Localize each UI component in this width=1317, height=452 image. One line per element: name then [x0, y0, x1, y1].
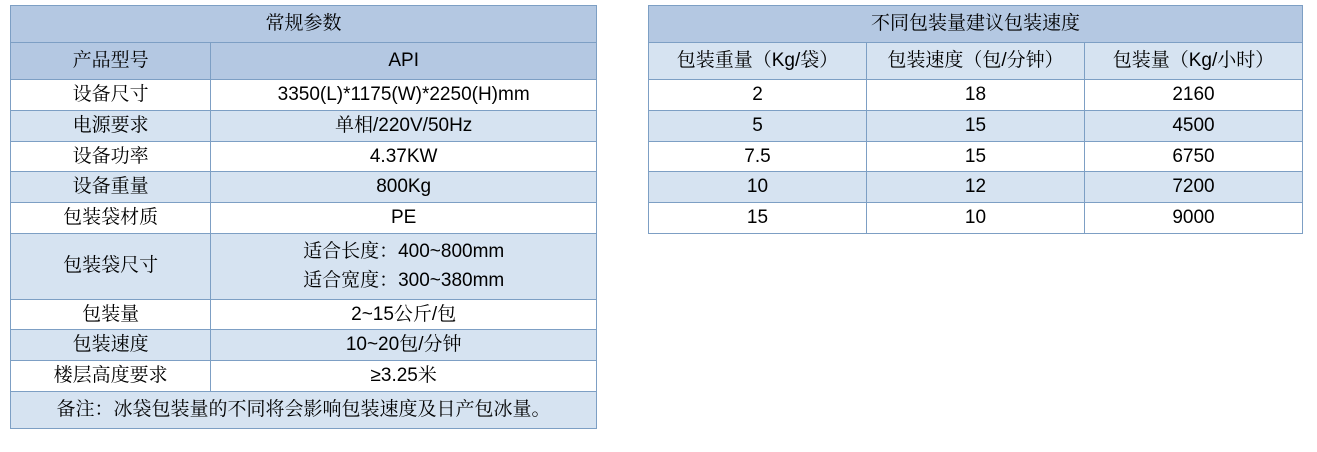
cell-speed: 18: [867, 80, 1085, 111]
param-label: 包装袋尺寸: [11, 233, 211, 299]
table-row: [11, 110, 597, 141]
cell-capacity: 2160: [1085, 80, 1303, 111]
cell-weight: 15: [649, 203, 867, 234]
cell-capacity: 7200: [1085, 172, 1303, 203]
table-row: [11, 233, 597, 299]
general-parameters-table: [10, 5, 597, 429]
cell-weight: 2: [649, 80, 867, 111]
table-row: [11, 80, 597, 111]
left-table-note: 备注：冰袋包装量的不同将会影响包装速度及日产包冰量。: [11, 391, 597, 428]
table-row: [649, 203, 1303, 234]
param-value: 4.37KW: [211, 141, 597, 172]
general-parameters-table-wrapper: [10, 5, 597, 429]
table-row-title: [11, 6, 597, 43]
table-row: [11, 141, 597, 172]
left-header-value: API: [211, 43, 597, 80]
param-value: 800Kg: [211, 172, 597, 203]
cell-speed: 15: [867, 141, 1085, 172]
table-row: [11, 172, 597, 203]
table-row: [11, 203, 597, 234]
table-row-header: [11, 43, 597, 80]
cell-capacity: 9000: [1085, 203, 1303, 234]
column-header-speed: 包装速度（包/分钟）: [867, 43, 1085, 80]
table-row: [11, 361, 597, 392]
cell-weight: 7.5: [649, 141, 867, 172]
cell-weight: 5: [649, 110, 867, 141]
param-label: 包装袋材质: [11, 203, 211, 234]
param-value: PE: [211, 203, 597, 234]
table-row: [649, 80, 1303, 111]
param-label: 设备功率: [11, 141, 211, 172]
cell-speed: 15: [867, 110, 1085, 141]
column-header-capacity: 包装量（Kg/小时）: [1085, 43, 1303, 80]
table-row-header: [649, 43, 1303, 80]
table-row-note: [11, 391, 597, 428]
param-value: 2~15公斤/包: [211, 299, 597, 330]
right-table-title: 不同包装量建议包装速度: [649, 6, 1303, 43]
left-table-title: 常规参数: [11, 6, 597, 43]
param-value: 3350(L)*1175(W)*2250(H)mm: [211, 80, 597, 111]
param-label: 包装量: [11, 299, 211, 330]
param-value-line-2: 适合宽度：300~380mm: [303, 270, 505, 292]
param-label: 包装速度: [11, 330, 211, 361]
left-header-label: 产品型号: [11, 43, 211, 80]
param-value: 10~20包/分钟: [211, 330, 597, 361]
cell-capacity: 6750: [1085, 141, 1303, 172]
table-row: [11, 330, 597, 361]
table-row: [11, 299, 597, 330]
param-label: 设备重量: [11, 172, 211, 203]
table-row: [649, 110, 1303, 141]
cell-speed: 10: [867, 203, 1085, 234]
table-row: [649, 172, 1303, 203]
table-row: [649, 141, 1303, 172]
param-value-multiline: [211, 233, 597, 299]
param-value: ≥3.25米: [211, 361, 597, 392]
packing-speed-table-wrapper: [648, 5, 1303, 234]
packing-speed-table: [648, 5, 1303, 234]
cell-speed: 12: [867, 172, 1085, 203]
param-label: 电源要求: [11, 110, 211, 141]
table-row-title: [649, 6, 1303, 43]
param-label: 楼层高度要求: [11, 361, 211, 392]
cell-weight: 10: [649, 172, 867, 203]
param-value-line-1: 适合长度：400~800mm: [303, 240, 505, 262]
param-value: 单相/220V/50Hz: [211, 110, 597, 141]
cell-capacity: 4500: [1085, 110, 1303, 141]
column-header-weight: 包装重量（Kg/袋）: [649, 43, 867, 80]
param-label: 设备尺寸: [11, 80, 211, 111]
